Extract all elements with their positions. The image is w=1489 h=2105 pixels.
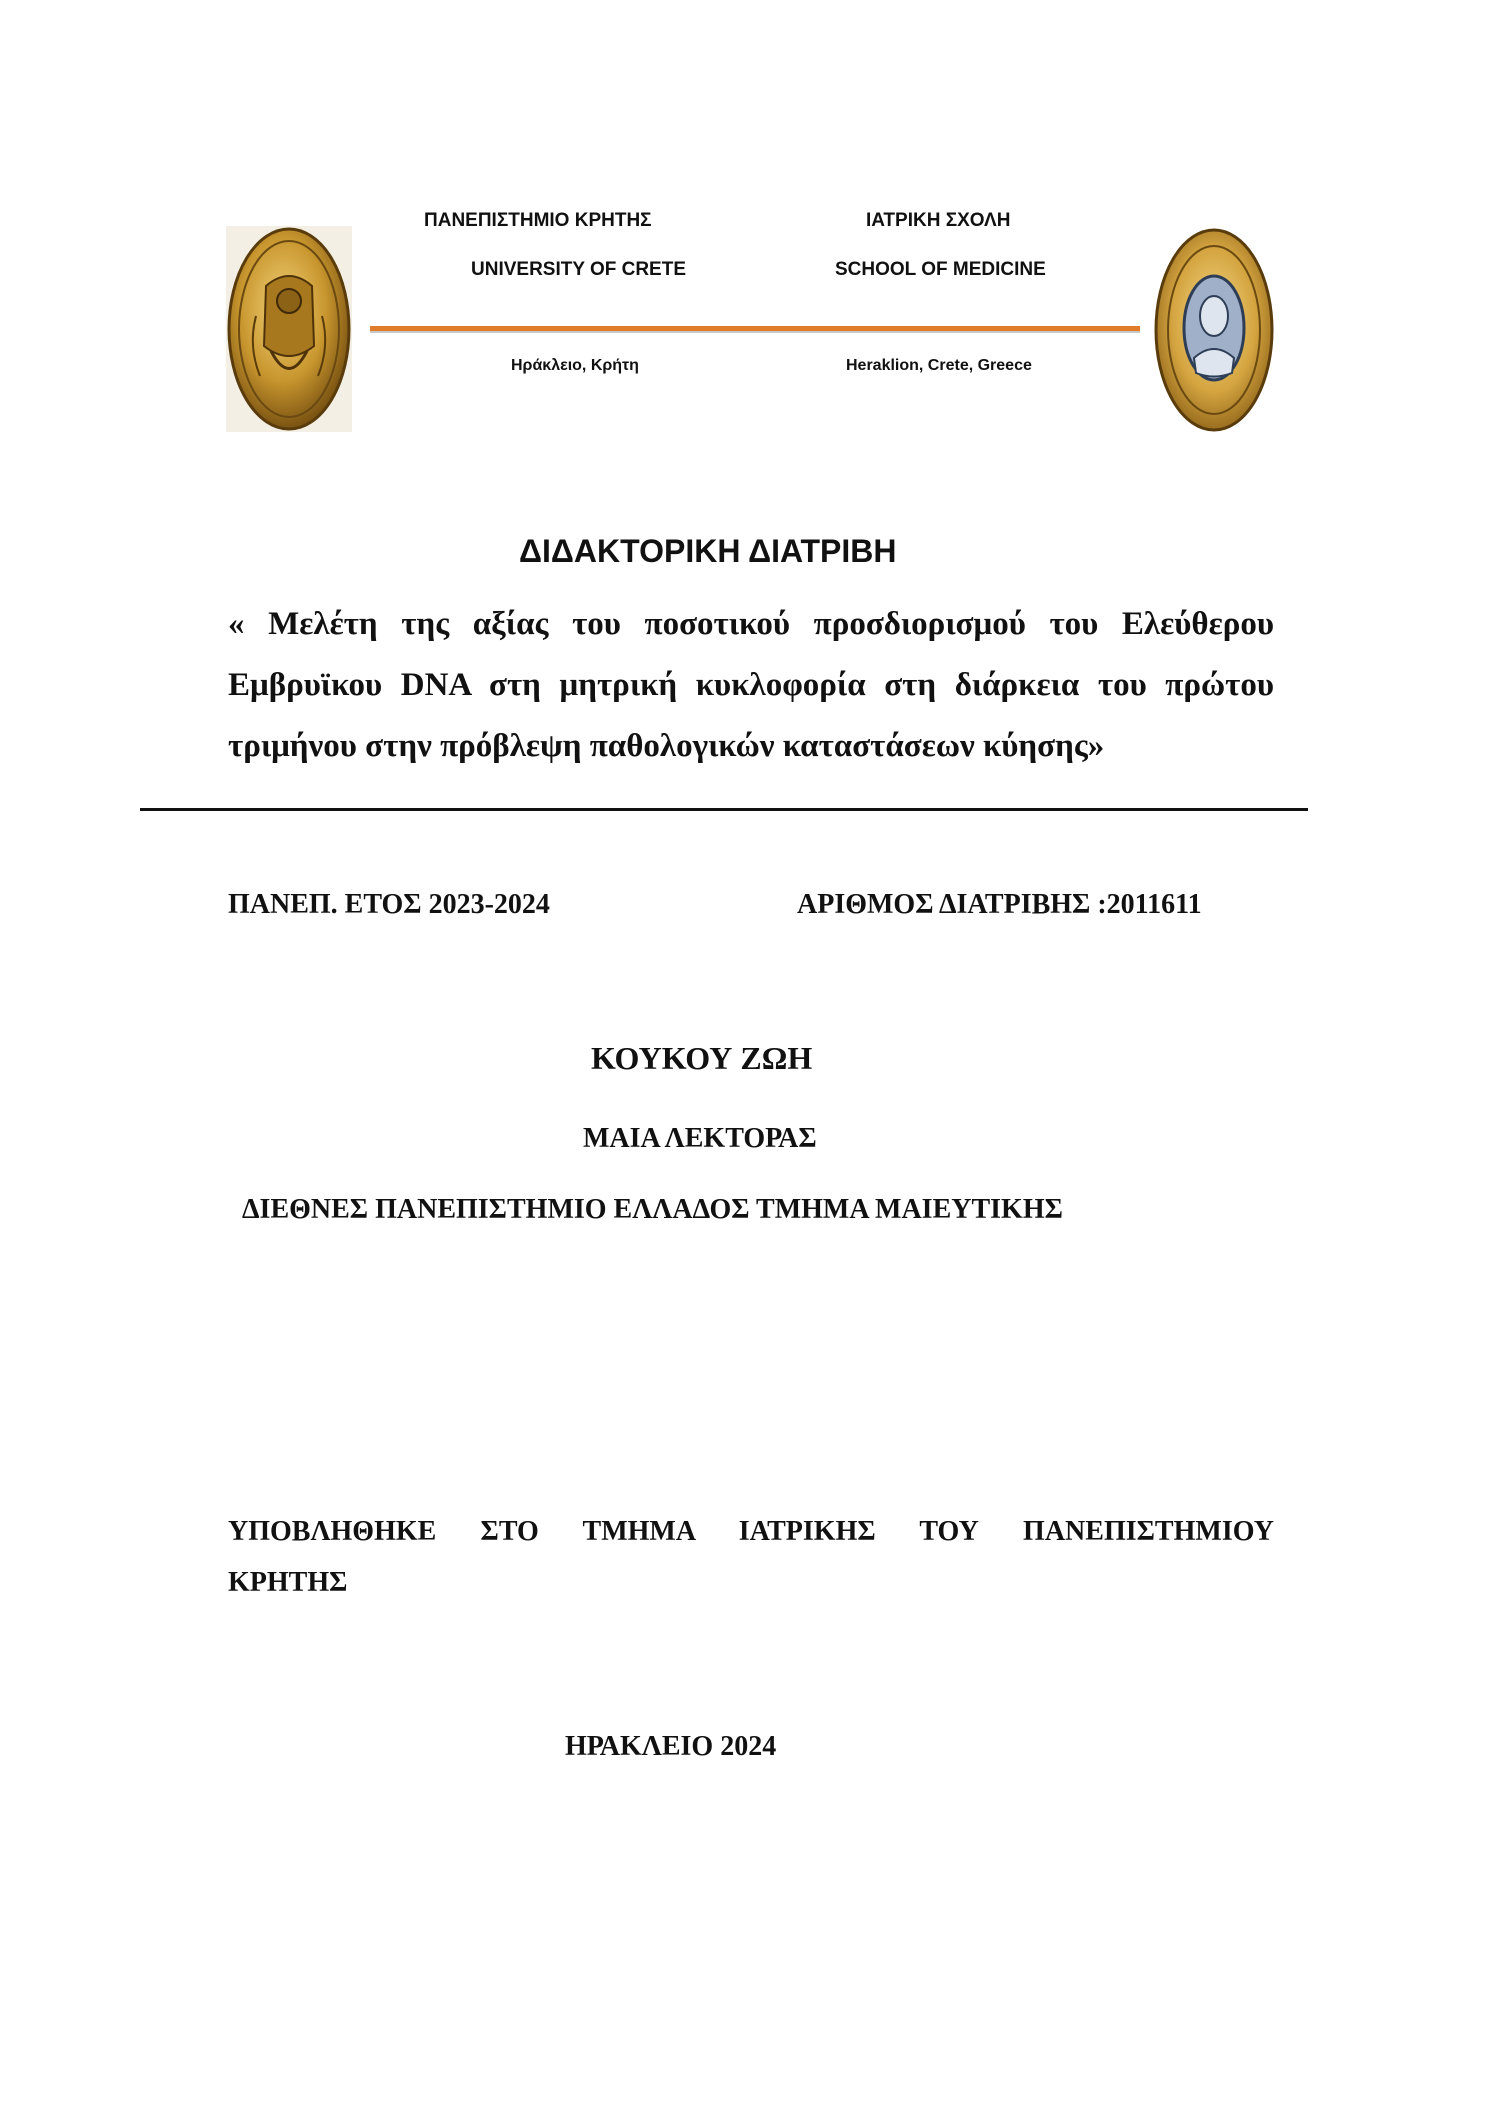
place-and-year: ΗΡΑΚΛΕΙΟ 2024 — [565, 1731, 777, 1762]
academic-year: ΠΑΝΕΠ. ΕΤΟΣ 2023-2024 — [228, 889, 550, 920]
university-of-crete-seal-icon — [226, 226, 352, 432]
thesis-title — [228, 594, 1274, 777]
header-divider — [370, 326, 1140, 333]
author-name: ΚΟΥΚΟΥ ΖΩΗ — [591, 1040, 813, 1076]
title-line: « Μελέτη της αξίας του ποσοτικού προσδιορισμού του Ελεύθερου — [228, 606, 1274, 642]
submission-statement-line: ΚΡΗΤΗΣ — [228, 1567, 348, 1598]
submission-statement-line: ΥΠΟΒΛΗΘΗΚΕ ΣΤΟ ΤΜΗΜΑ ΙΑΤΡΙΚΗΣ ΤΟΥ ΠΑΝΕΠΙΣΤΗΜΙΟΥ — [228, 1516, 1274, 1547]
thesis-number: ΑΡΙΘΜΟΣ ΔΙΑΤΡΙΒΗΣ :2011611 — [797, 889, 1202, 920]
author-role: ΜΑΙΑ ΛΕΚΤΟΡΑΣ — [583, 1123, 817, 1154]
university-name-english: UNIVERSITY OF CRETE — [471, 259, 687, 280]
school-name-english: SCHOOL OF MEDICINE — [835, 259, 1046, 280]
title-line: Εμβρυϊκου DNA στη μητρική κυκλοφορία στη διάρκεια του πρώτου — [228, 667, 1274, 703]
title-line: τριμήνου στην πρόβλεψη παθολογικών καταστάσεων κύησης» — [228, 728, 1105, 764]
university-name-greek: ΠΑΝΕΠΙΣΤΗΜΙΟ ΚΡΗΤΗΣ — [424, 210, 652, 231]
title-divider — [140, 808, 1308, 811]
location-greek: Ηράκλειο, Κρήτη — [511, 357, 639, 374]
author-affiliation: ΔΙΕΘΝΕΣ ΠΑΝΕΠΙΣΤΗΜΙΟ ΕΛΛΑΔΟΣ ΤΜΗΜΑ ΜΑΙΕΥΤΙΚΗΣ — [242, 1194, 1063, 1225]
location-english: Heraklion, Crete, Greece — [846, 357, 1032, 374]
school-of-medicine-seal-icon — [1154, 228, 1274, 432]
school-name-greek: ΙΑΤΡΙΚΗ ΣΧΟΛΗ — [866, 210, 1011, 231]
thesis-type-heading: ΔΙΔΑΚΤΟΡΙΚΗ ΔΙΑΤΡΙΒΗ — [519, 533, 897, 569]
